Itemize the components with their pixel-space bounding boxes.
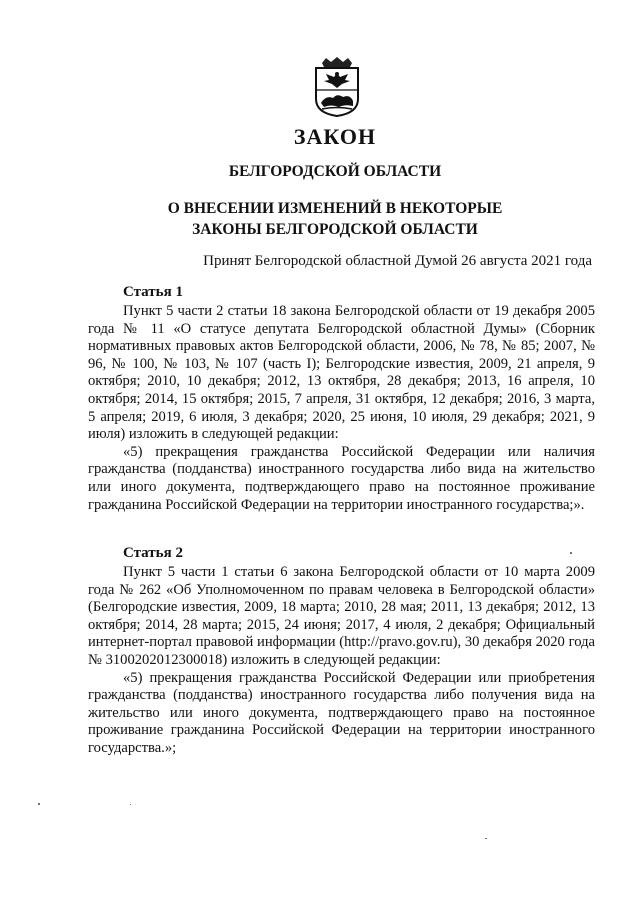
article-quote: «5) прекращения гражданства Российской Федерации или приобретения гражданства (подданства) иностранного государства либо получения вида на жительство или иного документа, подтверждающего право на постоянное проживание гражданина Российской Федерации на территории иностранного государства.»; bbox=[88, 669, 595, 756]
article-body: Пункт 5 части 2 статьи 18 закона Белгородской области от 19 декабря 2005 года № 11 «О статусе депутата Белгородской областной Думы» (Сборник нормативных правовых актов Белгородской области, 2006, № 78, № 85; 2007, № 96, № 100, № 103, № 107 (часть I); Белгородские известия, 2009, 21 апреля, 9 октября; 2010, 10 декабря; 2012, 13 октября, 28 декабря; 2013, 16 апреля, 10 октября; 2014, 15 октября; 2015, 7 апреля, 31 октября, 12 декабря; 2016, 3 марта, 5 апреля; 2019, 6 июля, 3 декабря; 2020, 25 июня, 10 июля, 29 декабря; 2021, 9 июля) изложить в следующей редакции: bbox=[88, 303, 595, 443]
article-body: Пункт 5 части 1 статьи 6 закона Белгородской области от 10 марта 2009 года № 262 «Об Уполномоченном по правам человека в Белгородской области» (Белгородские известия, 2009, 18 марта; 2010, 28 мая; 2011, 13 декабря; 2012, 13 октября; 2014, 28 марта; 2015, 24 июня; 2017, 4 июля, 2 декабря; Официальный интернет-портал правовой информации (http://pravo.gov.ru), 30 декабря 2020 года № 3100202012300018) изложить в следующей редакции: bbox=[88, 564, 595, 668]
law-subject-line-2: ЗАКОНЫ БЕЛГОРОДСКОЙ ОБЛАСТИ bbox=[192, 221, 478, 238]
law-subject-title bbox=[0, 198, 640, 240]
region-title: БЕЛГОРОДСКОЙ ОБЛАСТИ bbox=[228, 163, 442, 180]
article-heading: Статья 1 bbox=[123, 284, 183, 300]
adoption-note: Принят Белгородской областной Думой 26 августа 2021 года bbox=[203, 253, 592, 269]
scan-speck bbox=[570, 552, 572, 554]
article-1 bbox=[88, 283, 595, 514]
document-type-title: ЗАКОН bbox=[293, 124, 377, 149]
law-subject-line-1: О ВНЕСЕНИИ ИЗМЕНЕНИЙ В НЕКОТОРЫЕ bbox=[167, 200, 503, 217]
article-2 bbox=[88, 544, 595, 758]
scan-speck bbox=[485, 838, 487, 839]
scan-speck bbox=[38, 803, 40, 805]
article-heading: Статья 2 bbox=[123, 545, 183, 561]
scan-speck bbox=[130, 804, 131, 805]
coat-of-arms-icon bbox=[312, 57, 362, 117]
article-quote: «5) прекращения гражданства Российской Федерации или наличия гражданства (подданства) иностранного государства либо вида на жительство или иного документа, подтверждающего право на постоянное проживание гражданина Российской Федерации на территории иностранного государства;». bbox=[88, 443, 595, 513]
